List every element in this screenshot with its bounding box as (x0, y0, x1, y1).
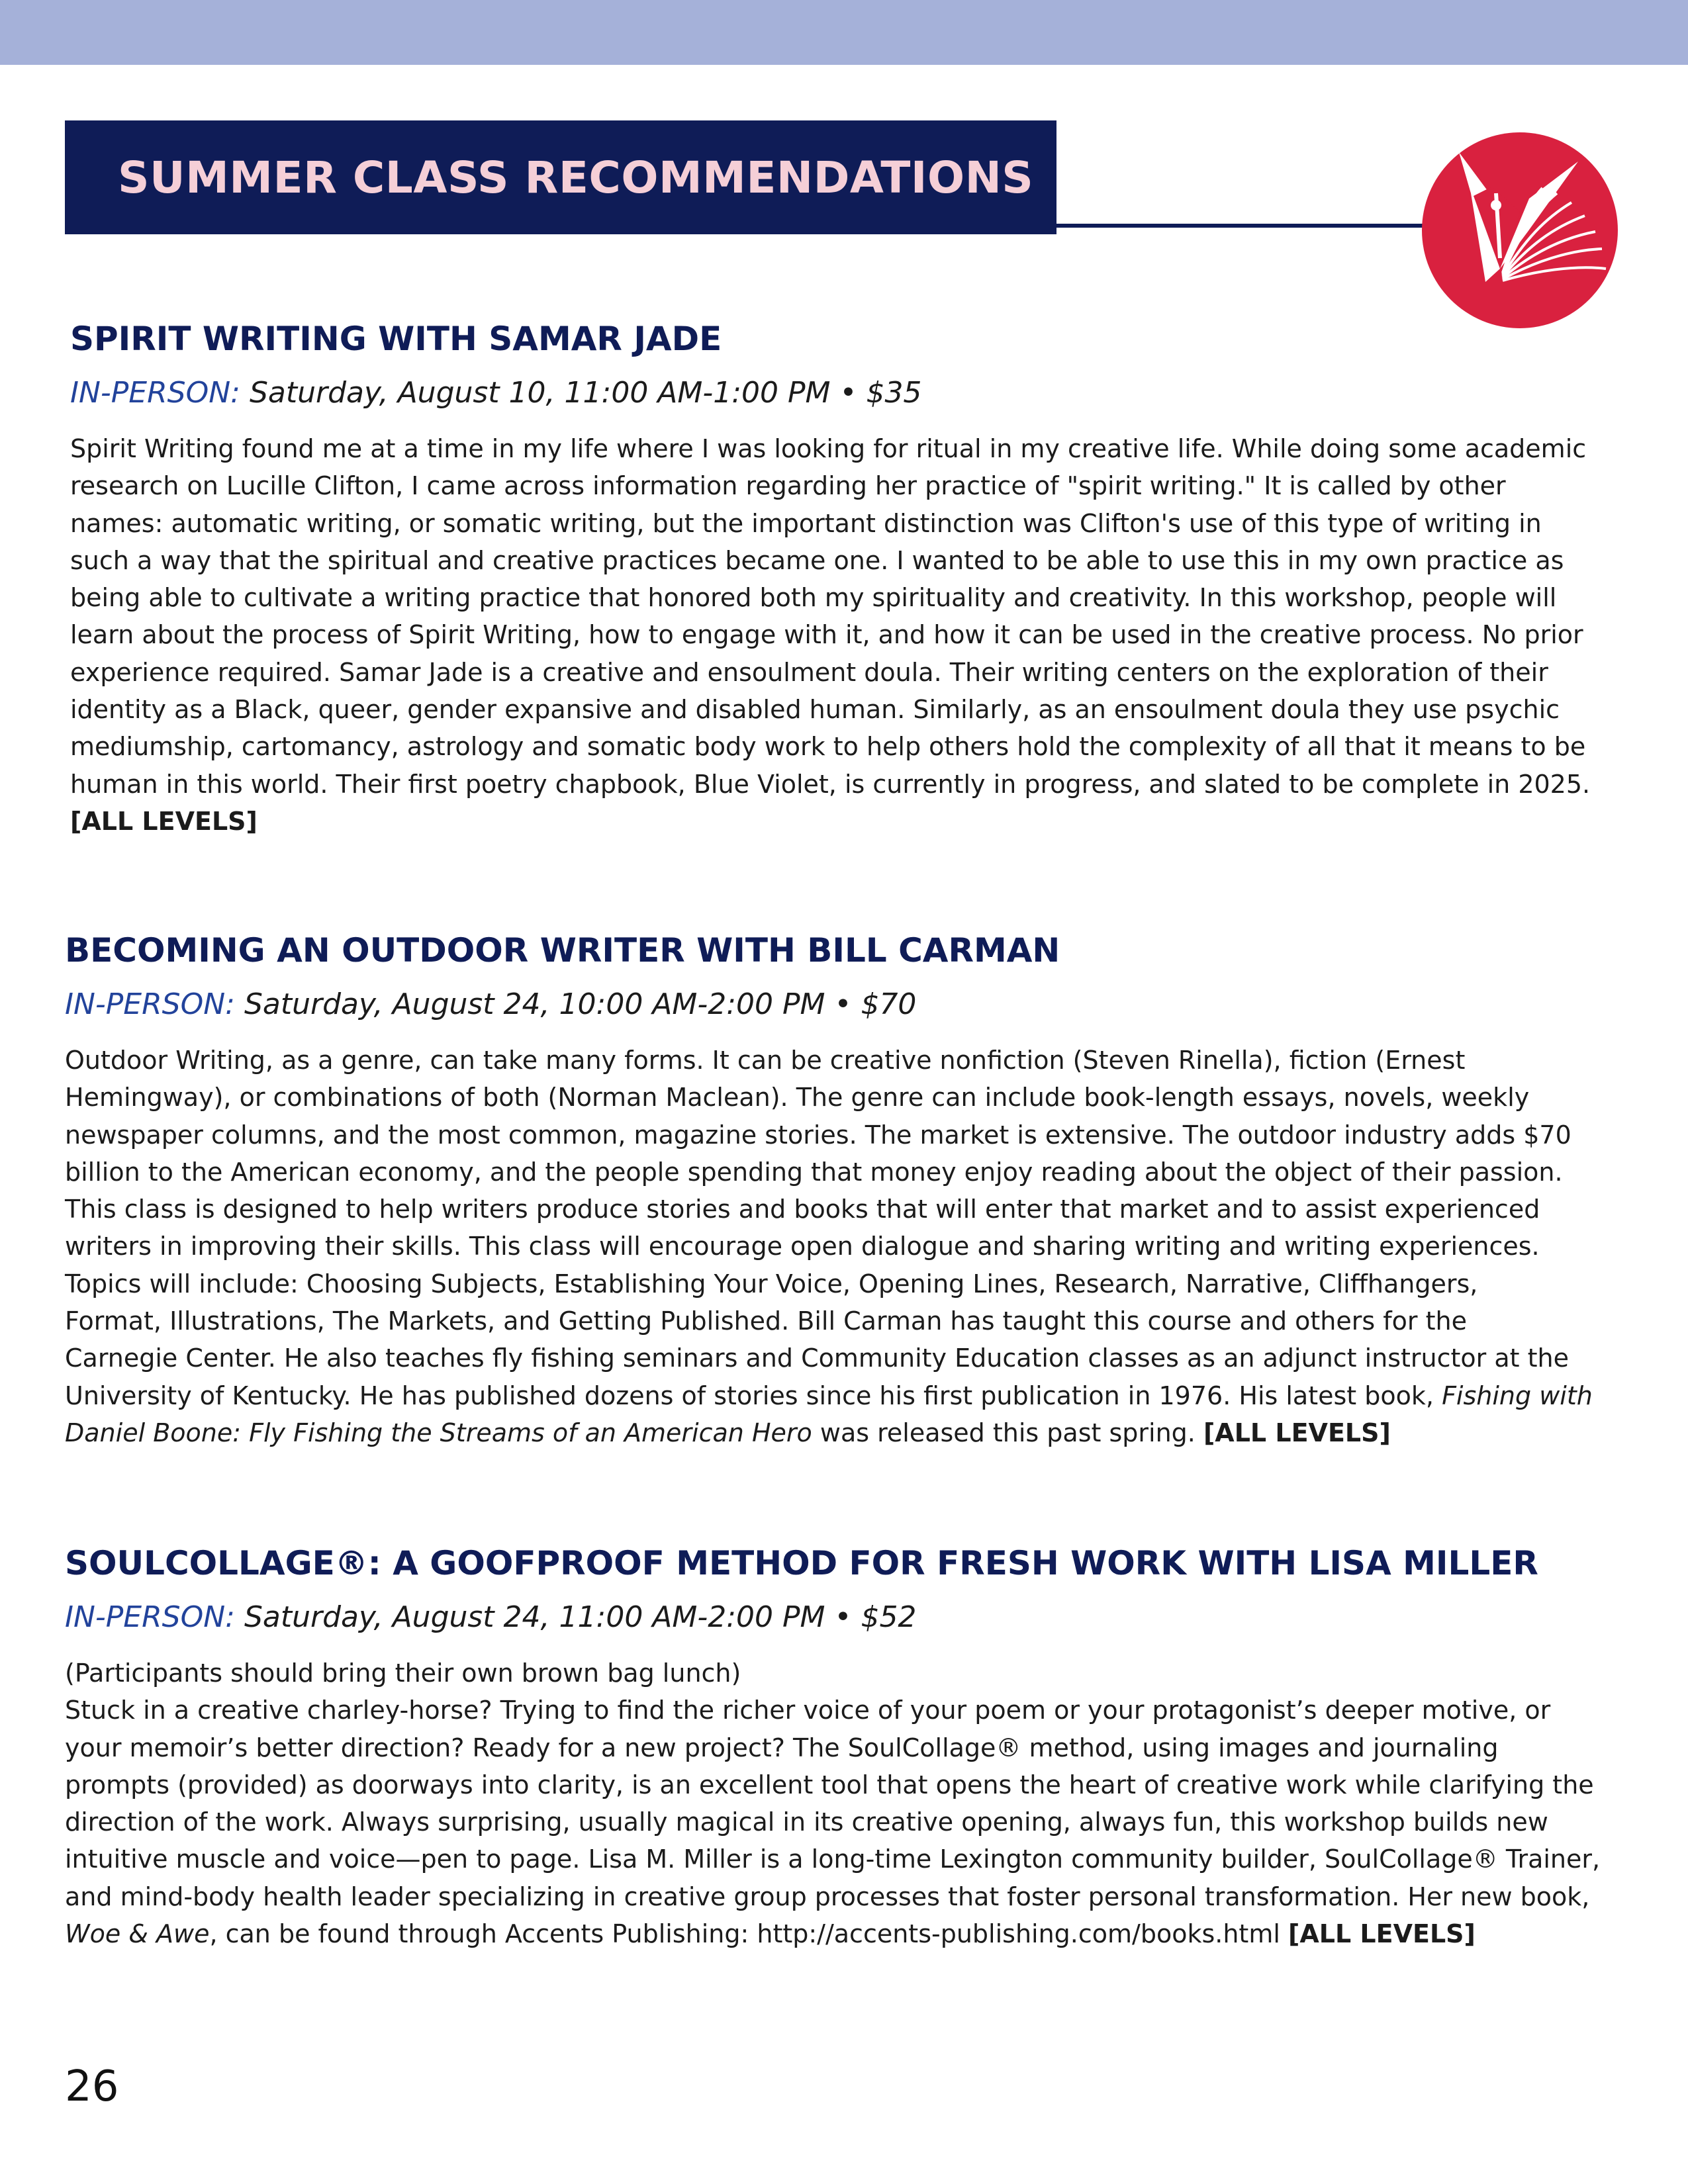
class-title: SPIRIT WRITING WITH SAMAR JADE (70, 320, 722, 358)
class-mode: IN-PERSON: (70, 376, 240, 410)
description-line: writers in improving their skills. This class will encourage open dialogue and sharing writing and writing experiences. (65, 1232, 1540, 1261)
level-tag: [ALL LEVELS] (70, 806, 258, 836)
description-line: mediumship, cartomancy, astrology and somatic body work to help others hold the complexity of all that it means to be (70, 732, 1586, 762)
class-schedule (65, 986, 1667, 1023)
title-underline (1056, 224, 1467, 228)
book-title: Woe & Awe (65, 1919, 210, 1949)
description-line: Format, Illustrations, The Markets, and Getting Published. Bill Carman has taught this course and others for the (65, 1306, 1467, 1336)
book-title: Fishing with (1442, 1381, 1593, 1410)
description-line: learn about the process of Spirit Writing, how to engage with it, and how it can be used in the creative process. No prior (70, 620, 1583, 650)
class-section (65, 1542, 1667, 1952)
class-section (65, 929, 1667, 1451)
page-title-banner (65, 120, 1056, 234)
description-line: Topics will include: Choosing Subjects, Establishing Your Voice, Opening Lines, Research, Narrative, Cliffhangers, (65, 1269, 1478, 1298)
description-line: This class is designed to help writers produce stories and books that will enter that market and to assist experienced (65, 1195, 1540, 1224)
class-section (70, 318, 1659, 840)
description-line: direction of the work. Always surprising, usually magical in its creative opening, always fun, this workshop builds new (65, 1807, 1548, 1837)
description-line: intuitive muscle and voice—pen to page. Lisa M. Miller is a long-time Lexington community builder, SoulCollage® Trainer, (65, 1844, 1601, 1874)
class-title: SOULCOLLAGE®: A GOOFPROOF METHOD FOR FRESH WORK WITH LISA MILLER (65, 1544, 1538, 1582)
description-line: identity as a Black, queer, gender expansive and disabled human. Similarly, as an ensoulment doula they use psychic (70, 695, 1560, 725)
top-color-band (0, 0, 1688, 65)
description-text: University of Kentucky. He has published dozens of stories since his first publication in 1976. His latest book, (65, 1381, 1434, 1410)
description-line (65, 1377, 1667, 1414)
description-line: your memoir’s better direction? Ready for a new project? The SoulCollage® method, using images and journaling (65, 1733, 1499, 1762)
description-line: experience required. Samar Jade is a creative and ensoulment doula. Their writing centers on the exploration of their (70, 657, 1548, 687)
description-line: human in this world. Their first poetry chapbook, Blue Violet, is currently in progress, and slated to be complete in 2025. (70, 769, 1591, 799)
class-description (65, 1042, 1667, 1451)
description-line: being able to cultivate a writing practice that honored both my spirituality and creativity. In this workshop, people will (70, 583, 1557, 613)
description-line (65, 1414, 1667, 1451)
description-line: and mind-body health leader specializing in creative group processes that foster personal transformation. Her new book, (65, 1882, 1590, 1911)
description-line: Hemingway), or combinations of both (Norman Maclean). The genre can include book-length essays, novels, weekly (65, 1083, 1530, 1113)
description-line: Outdoor Writing, as a genre, can take many forms. It can be creative nonfiction (Steven Rinella), fiction (Ernest (65, 1046, 1466, 1075)
class-mode: IN-PERSON: (65, 987, 235, 1021)
description-line: Carnegie Center. He also teaches fly fishing seminars and Community Education classes as an adjunct instructor at the (65, 1343, 1569, 1373)
class-schedule (65, 1599, 1667, 1636)
class-date-price: Saturday, August 24, 10:00 AM-2:00 PM • $70 (234, 987, 917, 1021)
pen-nib-book-icon (1422, 132, 1618, 328)
description-text: was released this past spring. (812, 1418, 1203, 1447)
class-mode: IN-PERSON: (65, 1600, 235, 1634)
description-line: (Participants should bring their own brown bag lunch) (65, 1659, 741, 1688)
description-line: Stuck in a creative charley-horse? Trying to find the richer voice of your poem or your protagonist’s deeper motive, or (65, 1696, 1551, 1725)
description-text: , can be found through Accents Publishing: http://accents-publishing.com/books.html (209, 1919, 1288, 1949)
page-title: SUMMER CLASS RECOMMENDATIONS (118, 152, 1034, 203)
description-line (65, 1915, 1667, 1952)
description-line: prompts (provided) as doorways into clarity, is an excellent tool that opens the heart of creative work while clarifying the (65, 1770, 1594, 1799)
description-line: newspaper columns, and the most common, magazine stories. The market is extensive. The outdoor industry adds $70 (65, 1120, 1571, 1150)
class-schedule (70, 375, 1659, 412)
description-line: Spirit Writing found me at a time in my life where I was looking for ritual in my creative life. While doing some academic (70, 434, 1587, 463)
class-date-price: Saturday, August 10, 11:00 AM-1:00 PM • $35 (240, 376, 922, 410)
book-title: Daniel Boone: Fly Fishing the Streams of an American Hero (65, 1418, 812, 1447)
class-title: BECOMING AN OUTDOOR WRITER WITH BILL CARMAN (65, 931, 1060, 970)
description-line: billion to the American economy, and the people spending that money enjoy reading about the object of their passion. (65, 1157, 1563, 1187)
description-line: names: automatic writing, or somatic writing, but the important distinction was Clifton's use of this type of writing in (70, 508, 1542, 538)
class-description (70, 430, 1659, 840)
class-description (65, 1655, 1667, 1952)
level-tag: [ALL LEVELS] (1203, 1418, 1391, 1447)
description-line: research on Lucille Clifton, I came across information regarding her practice of "spirit writing." It is called by other (70, 471, 1506, 501)
page-number: 26 (65, 2062, 119, 2111)
level-tag: [ALL LEVELS] (1288, 1919, 1476, 1949)
description-line: such a way that the spiritual and creative practices became one. I wanted to be able to use this in my own practice as (70, 545, 1564, 575)
class-date-price: Saturday, August 24, 11:00 AM-2:00 PM • $52 (234, 1600, 917, 1634)
